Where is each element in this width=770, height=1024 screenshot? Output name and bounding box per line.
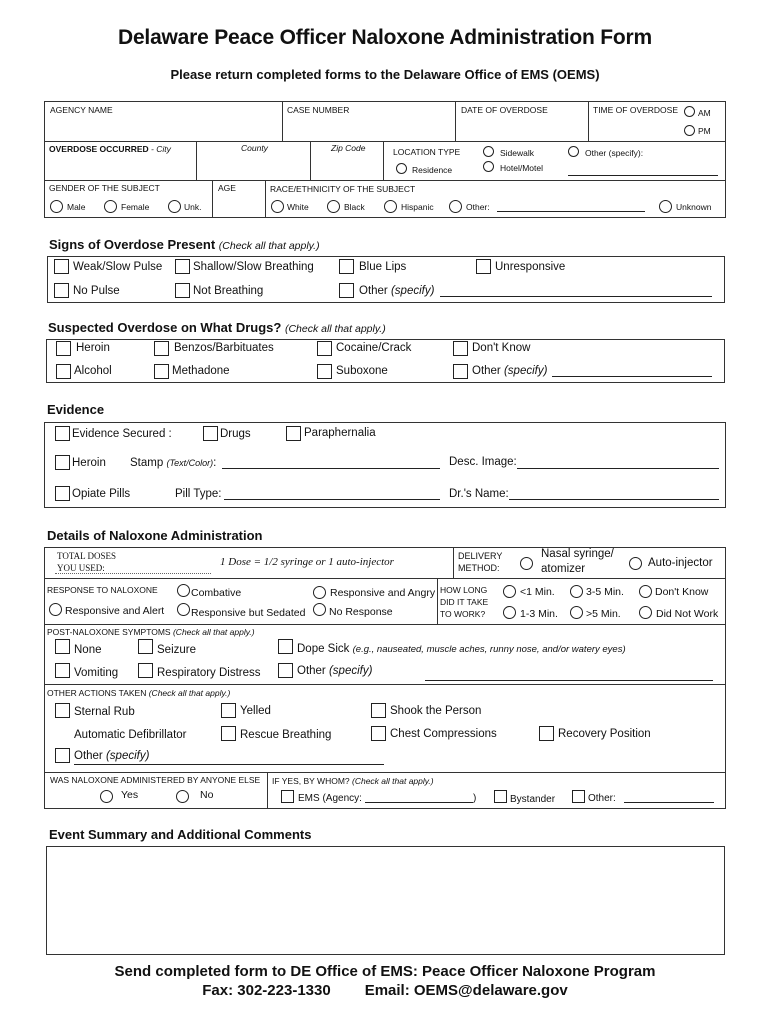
gt5-label: >5 Min. <box>586 608 621 620</box>
signs-other-field[interactable] <box>440 296 712 297</box>
bystander-checkbox[interactable] <box>494 790 507 803</box>
anyone-else-label: WAS NALOXONE ADMINISTERED BY ANYONE ELSE <box>50 775 261 785</box>
drugs-other-field[interactable] <box>552 376 712 377</box>
evidence-heroin-checkbox[interactable] <box>55 455 70 470</box>
resp-sedated-label: Responsive but Sedated <box>191 607 306 619</box>
rescue-breathing-label: Rescue Breathing <box>240 729 332 741</box>
dope-sick-label: Dope Sick (e.g., nauseated, muscle aches, runny nose, and/or watery eyes) <box>297 643 626 655</box>
methadone-label: Methadone <box>172 365 230 377</box>
total-doses-field[interactable] <box>55 573 211 574</box>
howlong-label-3: TO WORK? <box>440 609 486 619</box>
unresponsive-checkbox[interactable] <box>476 259 491 274</box>
agency-name-label: AGENCY NAME <box>50 105 113 115</box>
auto-injector-radio[interactable] <box>629 557 642 570</box>
ems-agency-field[interactable] <box>365 802 473 803</box>
white-radio[interactable] <box>271 200 284 213</box>
naloxone-section-title: Details of Naloxone Administration <box>47 528 263 543</box>
drugs-other-checkbox[interactable] <box>453 364 468 379</box>
resp-alert-radio[interactable] <box>49 603 62 616</box>
signs-section-title: Signs of Overdose Present (Check all that apply.) <box>49 237 320 252</box>
by-whom-label: IF YES, BY WHOM? (Check all that apply.) <box>272 776 434 786</box>
evidence-drugs-checkbox[interactable] <box>203 426 218 441</box>
actions-other-checkbox[interactable] <box>55 748 70 763</box>
am-radio[interactable] <box>684 106 695 117</box>
ems-close-paren: ) <box>473 793 477 804</box>
zip-label: Zip Code <box>331 143 366 153</box>
location-other-label: Other (specify): <box>585 148 644 158</box>
sternal-checkbox[interactable] <box>55 703 70 718</box>
auto-injector-label: Auto-injector <box>648 557 713 569</box>
evidence-secured-checkbox[interactable] <box>55 426 70 441</box>
shook-label: Shook the Person <box>390 705 482 717</box>
whom-other-label: Other: <box>588 793 616 804</box>
weak-pulse-label: Weak/Slow Pulse <box>73 261 163 273</box>
unresponsive-label: Unresponsive <box>495 261 566 273</box>
none-checkbox[interactable] <box>55 639 70 654</box>
opiate-pills-checkbox[interactable] <box>55 486 70 501</box>
dr-name-label: Dr.'s Name: <box>449 488 509 500</box>
no-pulse-checkbox[interactable] <box>54 283 69 298</box>
black-radio[interactable] <box>327 200 340 213</box>
drugs-dontknow-label: Don't Know <box>472 342 531 354</box>
suboxone-label: Suboxone <box>336 365 388 377</box>
gt5-radio[interactable] <box>570 606 583 619</box>
shallow-breathing-checkbox[interactable] <box>175 259 190 274</box>
vomiting-label: Vomiting <box>74 667 119 679</box>
howlong-label-1: HOW LONG <box>440 585 488 595</box>
drugs-section-title: Suspected Overdose on What Drugs? (Check all that apply.) <box>48 320 386 335</box>
pm-radio[interactable] <box>684 125 695 136</box>
post-other-field[interactable] <box>425 680 713 681</box>
resp-angry-radio[interactable] <box>313 586 326 599</box>
m13-radio[interactable] <box>503 606 516 619</box>
overdose-occurred-label: OVERDOSE OCCURRED - City <box>49 144 171 154</box>
seizure-checkbox[interactable] <box>138 639 153 654</box>
recovery-position-label: Recovery Position <box>558 728 651 740</box>
no-response-radio[interactable] <box>313 603 326 616</box>
sidewalk-radio[interactable] <box>483 146 494 157</box>
race-other-radio[interactable] <box>449 200 462 213</box>
drugs-other-label: Other (specify) <box>472 365 548 377</box>
chest-compressions-label: Chest Compressions <box>390 728 497 740</box>
combative-label: Combative <box>191 587 242 599</box>
evidence-section-title: Evidence <box>47 402 105 417</box>
dose-note: 1 Dose = 1/2 syringe or 1 auto-injector <box>220 556 394 568</box>
seizure-label: Seizure <box>157 644 196 656</box>
post-other-label: Other (specify) <box>297 665 373 677</box>
heroin-drug-label: Heroin <box>76 342 110 354</box>
evidence-secured-label: Evidence Secured : <box>72 428 172 440</box>
blue-lips-label: Blue Lips <box>359 261 407 273</box>
resp-distress-label: Respiratory Distress <box>157 667 261 679</box>
pm-label: PM <box>698 126 711 136</box>
race-other-label: Other: <box>466 202 490 212</box>
chest-compressions-checkbox[interactable] <box>371 726 386 741</box>
lt1-label: <1 Min. <box>520 586 555 598</box>
shook-checkbox[interactable] <box>371 703 386 718</box>
time-dontknow-radio[interactable] <box>639 585 652 598</box>
female-label: Female <box>121 202 150 212</box>
nasal-radio[interactable] <box>520 557 533 570</box>
male-label: Male <box>67 202 86 212</box>
yelled-label: Yelled <box>240 705 271 717</box>
stamp-label: Stamp (Text/Color): <box>130 457 217 469</box>
resp-angry-label: Responsive and Angry <box>330 587 436 599</box>
m35-radio[interactable] <box>570 585 583 598</box>
lt1-radio[interactable] <box>503 585 516 598</box>
m13-label: 1-3 Min. <box>520 608 558 620</box>
alcohol-label: Alcohol <box>74 365 112 377</box>
ems-label: EMS (Agency: <box>298 793 362 804</box>
whom-other-checkbox[interactable] <box>572 790 585 803</box>
didnot-work-radio[interactable] <box>639 606 652 619</box>
female-radio[interactable] <box>104 200 117 213</box>
resp-alert-label: Responsive and Alert <box>65 605 165 617</box>
pill-type-field[interactable] <box>224 499 440 500</box>
time-dontknow-label: Don't Know <box>655 586 709 598</box>
actions-other-field[interactable] <box>74 764 384 765</box>
hotel-label: Hotel/Motel <box>500 163 543 173</box>
male-radio[interactable] <box>50 200 63 213</box>
sidewalk-label: Sidewalk <box>500 148 535 158</box>
desc-image-field[interactable] <box>517 468 719 469</box>
didnot-work-label: Did Not Work <box>656 608 719 620</box>
incident-info-box <box>44 101 726 218</box>
white-label: White <box>287 202 309 212</box>
shallow-breathing-label: Shallow/Slow Breathing <box>193 261 314 273</box>
benzos-label: Benzos/Barbituates <box>174 342 274 354</box>
form-subtitle: Please return completed forms to the Delaware Office of EMS (OEMS) <box>170 67 600 82</box>
location-type-label: LOCATION TYPE <box>393 147 461 157</box>
desc-image-label: Desc. Image: <box>449 456 517 468</box>
drugs-dontknow-checkbox[interactable] <box>453 341 468 356</box>
post-symptoms-label: POST-NALOXONE SYMPTOMS (Check all that apply.) <box>47 627 255 637</box>
actions-other-label: Other (specify) <box>74 750 150 762</box>
case-number-label: CASE NUMBER <box>287 105 350 115</box>
total-doses-label-2: YOU USED: <box>57 563 105 573</box>
paraphernalia-checkbox[interactable] <box>286 426 301 441</box>
cocaine-label: Cocaine/Crack <box>336 342 412 354</box>
whom-other-field[interactable] <box>624 802 714 803</box>
hotel-radio[interactable] <box>483 161 494 172</box>
not-breathing-checkbox[interactable] <box>175 283 190 298</box>
alcohol-checkbox[interactable] <box>56 364 71 379</box>
ems-checkbox[interactable] <box>281 790 294 803</box>
black-label: Black <box>344 202 365 212</box>
total-doses-label-1: TOTAL DOSES <box>57 551 117 561</box>
race-other-field[interactable] <box>497 211 645 212</box>
response-label: RESPONSE TO NALOXONE <box>47 585 158 595</box>
residence-radio[interactable] <box>396 163 407 174</box>
methadone-checkbox[interactable] <box>154 364 169 379</box>
date-label: DATE OF OVERDOSE <box>461 105 548 115</box>
anyone-no-radio[interactable] <box>176 790 189 803</box>
delivery-label-2: METHOD: <box>458 563 500 573</box>
dr-name-field[interactable] <box>509 499 719 500</box>
cocaine-checkbox[interactable] <box>317 341 332 356</box>
unk-radio[interactable] <box>168 200 181 213</box>
evidence-drugs-label: Drugs <box>220 428 251 440</box>
gender-label: GENDER OF THE SUBJECT <box>49 183 160 193</box>
resp-sedated-radio[interactable] <box>177 603 190 616</box>
m35-label: 3-5 Min. <box>586 586 624 598</box>
sternal-label: Sternal Rub <box>74 706 135 718</box>
none-label: None <box>74 644 102 656</box>
stamp-field[interactable] <box>222 468 440 469</box>
no-response-label: No Response <box>329 606 393 618</box>
signs-other-checkbox[interactable] <box>339 283 354 298</box>
hispanic-radio[interactable] <box>384 200 397 213</box>
unk-label: Unk. <box>184 202 202 212</box>
location-other-field[interactable] <box>568 175 718 176</box>
race-unknown-label: Unknown <box>676 202 712 212</box>
suboxone-checkbox[interactable] <box>317 364 332 379</box>
county-label: County <box>241 143 268 153</box>
recovery-position-checkbox[interactable] <box>539 726 554 741</box>
benzos-checkbox[interactable] <box>154 341 169 356</box>
race-label: RACE/ETHNICITY OF THE SUBJECT <box>270 184 416 194</box>
anyone-yes-label: Yes <box>121 789 139 801</box>
aed-label: Automatic Defibrillator <box>74 729 187 741</box>
pill-type-label: Pill Type: <box>175 488 222 500</box>
other-actions-label: OTHER ACTIONS TAKEN (Check all that apply.) <box>47 688 231 698</box>
combative-radio[interactable] <box>177 584 190 597</box>
anyone-yes-radio[interactable] <box>100 790 113 803</box>
residence-label: Residence <box>412 165 453 175</box>
heroin-drug-checkbox[interactable] <box>56 341 71 356</box>
resp-distress-checkbox[interactable] <box>138 663 153 678</box>
nasal-label-2: atomizer <box>541 563 586 575</box>
race-unknown-radio[interactable] <box>659 200 672 213</box>
no-pulse-label: No Pulse <box>73 285 120 297</box>
blue-lips-checkbox[interactable] <box>339 259 354 274</box>
bystander-label: Bystander <box>510 794 556 805</box>
post-other-checkbox[interactable] <box>278 663 293 678</box>
footer-contact: Fax: 302-223-1330 Email: OEMS@delaware.gov <box>202 982 568 999</box>
opiate-pills-label: Opiate Pills <box>72 488 131 500</box>
howlong-label-2: DID IT TAKE <box>440 597 489 607</box>
weak-pulse-checkbox[interactable] <box>54 259 69 274</box>
not-breathing-label: Not Breathing <box>193 285 264 297</box>
summary-textarea[interactable] <box>46 846 725 955</box>
age-label: AGE <box>218 183 236 193</box>
dope-sick-checkbox[interactable] <box>278 639 293 654</box>
evidence-heroin-label: Heroin <box>72 457 106 469</box>
anyone-no-label: No <box>200 789 214 801</box>
summary-section-title: Event Summary and Additional Comments <box>49 827 312 842</box>
delivery-label-1: DELIVERY <box>458 551 503 561</box>
hispanic-label: Hispanic <box>401 202 434 212</box>
location-other-radio[interactable] <box>568 146 579 157</box>
form-title: Delaware Peace Officer Naloxone Administration Form <box>117 26 653 49</box>
time-label: TIME OF OVERDOSE <box>593 105 679 115</box>
rescue-breathing-checkbox[interactable] <box>221 726 236 741</box>
vomiting-checkbox[interactable] <box>55 663 70 678</box>
yelled-checkbox[interactable] <box>221 703 236 718</box>
am-label: AM <box>698 108 711 118</box>
paraphernalia-label: Paraphernalia <box>304 427 376 439</box>
footer-line-1: Send completed form to DE Office of EMS: Peace Officer Naloxone Program <box>114 963 656 980</box>
signs-other-label: Other (specify) <box>359 285 435 297</box>
nasal-label-1: Nasal syringe/ <box>541 548 614 560</box>
